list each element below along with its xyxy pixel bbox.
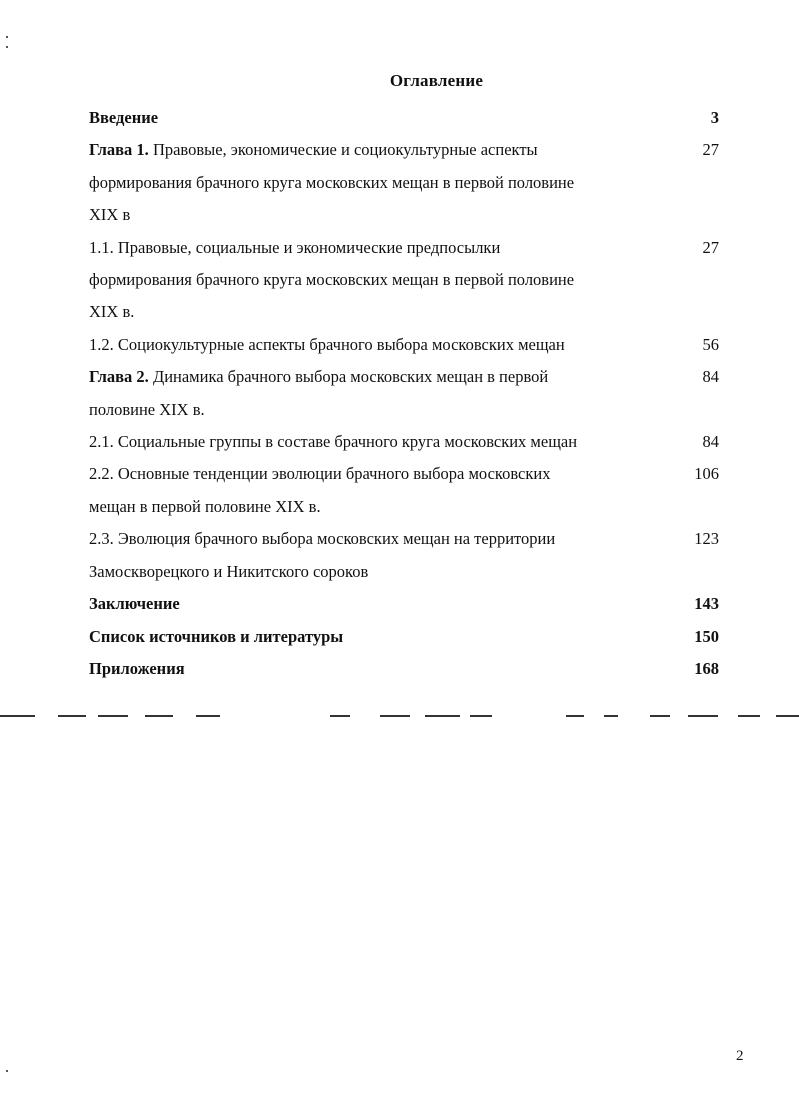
toc-entry-introduction [89, 102, 719, 134]
scan-speck [6, 1070, 8, 1072]
toc-entry-text-wrap [89, 134, 589, 231]
toc-entry-text: Правовые, экономические и социокультурные аспекты формирования брачного круга московских мещан в первой половине XIX в [89, 140, 575, 225]
page-number: 2 [736, 1048, 744, 1064]
toc-entry-chapter-1 [89, 134, 719, 231]
chapter-label: Глава 2. [89, 367, 149, 387]
toc-entry-text: 2.3. Эволюция брачного выбора московских мещан на территории Замоскворецкого и Никитского сороков [89, 529, 556, 581]
toc-entry-page: 27 [702, 140, 719, 160]
toc-entry-text: Введение [89, 108, 159, 127]
toc-entry-text: 1.2. Социокультурные аспекты брачного выбора московских мещан [89, 334, 565, 354]
page-title: Оглавление [389, 71, 484, 90]
toc-entry-page: 3 [710, 108, 719, 127]
toc-entry-page: 27 [702, 237, 719, 257]
toc-entry-text: 2.1. Социальные группы в составе брачного круга московских мещан [89, 432, 578, 452]
toc-entry-text-wrap [89, 361, 589, 426]
toc-entry-text: 2.2. Основные тенденции эволюции брачного выбора московских мещан в первой половине XIX в. [89, 464, 551, 516]
toc-entry-text: Динамика брачного выбора московских мещан в первой половине XIX в. [89, 367, 549, 419]
toc-entry-section-2-1 [89, 426, 719, 458]
scan-speck [6, 46, 8, 48]
scan-artifact-line [0, 715, 799, 717]
toc-entry-section-1-1 [89, 232, 719, 329]
toc-entry-text: Заключение [89, 594, 180, 614]
toc-entry-text: Список источников и литературы [89, 626, 344, 646]
toc-entry-chapter-2 [89, 361, 719, 426]
toc-entry-page: 143 [694, 594, 719, 614]
toc-entry-page: 84 [702, 432, 719, 452]
toc-entry-appendices [89, 653, 719, 685]
toc-entry-section-2-3 [89, 523, 719, 588]
toc-entry-text: 1.1. Правовые, социальные и экономические предпосылки формирования брачного круга московских мещан в первой половине XIX в. [89, 237, 575, 322]
scan-speck [6, 36, 8, 38]
toc-entry-page: 168 [694, 658, 719, 678]
toc-entry-conclusion [89, 588, 719, 620]
toc-entry-text: Приложения [89, 658, 185, 678]
chapter-label: Глава 1. [89, 140, 149, 160]
toc-entry-page: 150 [694, 626, 719, 646]
toc-entry-section-2-2 [89, 458, 719, 523]
toc-entry-page: 56 [702, 334, 719, 354]
toc-entry-page: 123 [694, 529, 719, 549]
toc-entry-page: 84 [702, 367, 719, 387]
toc-entry-page: 106 [694, 464, 719, 484]
toc-entry-sources [89, 621, 719, 653]
toc-entry-section-1-2 [89, 329, 719, 361]
table-of-contents [89, 102, 719, 685]
